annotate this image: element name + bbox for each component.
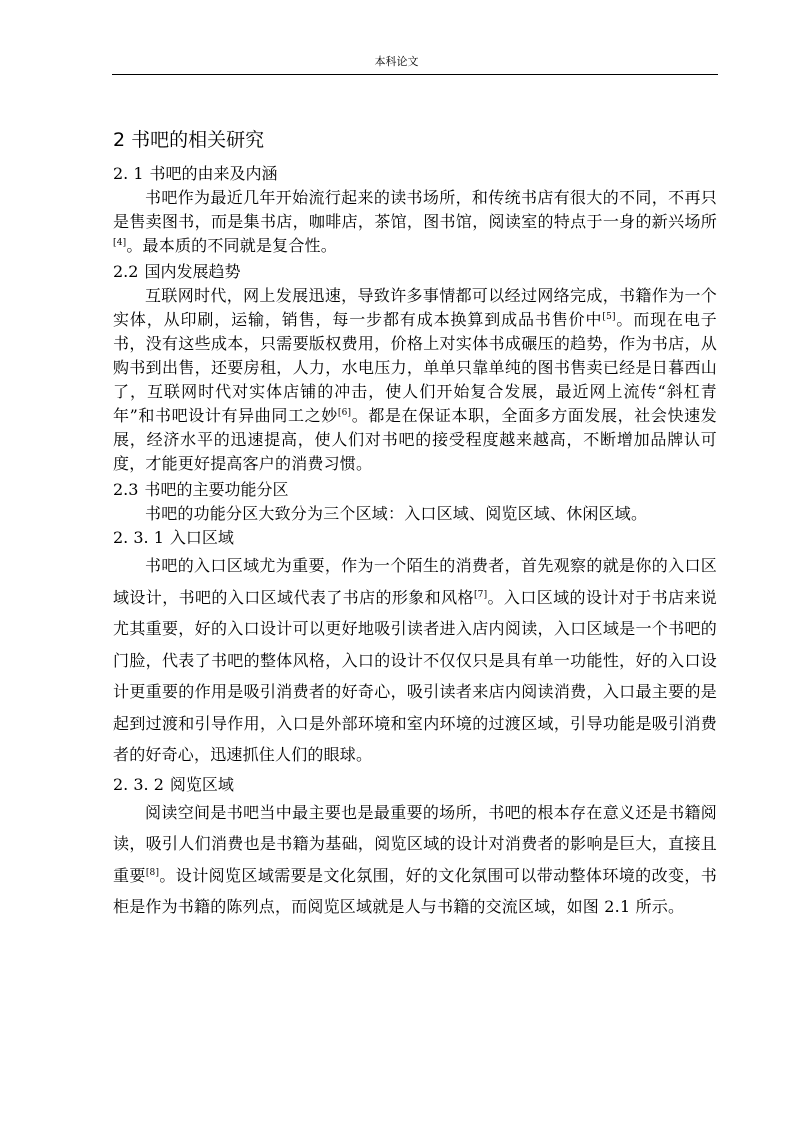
section-number: 2. 3. 1 [113, 528, 164, 547]
section-heading [113, 526, 717, 550]
citation: [6] [337, 408, 352, 418]
section-number: 2.3 [113, 480, 139, 499]
section-number: 2. 3. 2 [113, 774, 164, 794]
section-number: 2. 1 [113, 164, 144, 183]
citation: [5] [602, 312, 616, 322]
document-body [113, 126, 717, 923]
section-title: 书吧的由来及内涵 [149, 164, 278, 183]
citation: [8] [145, 867, 160, 878]
section-heading [113, 773, 717, 797]
citation: [7] [473, 589, 488, 600]
header-rule [112, 74, 718, 75]
paragraph: 书吧作为最近几年开始流行起来的读书场所，和传统书店有很大的不同，不再只是售卖图书，而是集书店，咖啡店，茶馆，图书馆，阅读室的特点于一身的新兴场所[4]。最本质的不同就是复合性。 [113, 188, 717, 255]
citation: [4] [113, 238, 127, 248]
section-title: 国内发展趋势 [144, 262, 241, 281]
section-heading [113, 260, 717, 284]
paragraph: 书吧的功能分区大致分为三个区域：入口区域、阅览区域、休闲区域。 [145, 504, 648, 523]
section-heading [113, 162, 717, 186]
section-number: 2.2 [113, 262, 139, 281]
paragraph: 互联网时代，网上发展迅速，导致许多事情都可以经过网络完成，书籍作为一个实体，从印刷，运输，销售，每一步都有成本换算到成品书售价中[5]。而现在电子书，没有这些成本，只需要版权费用，价格上对实体书成碾压的趋势，作为书店，从购书到出售，还要房租，人力，水电压力，单单只靠单纯的图书售卖已经是日暮西山了，互联网时代对实体店铺的冲击，使人们开始复合发展，最近网上流传“斜杠青年”和书吧设计有异曲同工之妙[6]。都是在保证本职，全面多方面发展，社会快速发展，经济水平的迅速提高，使人们对书吧的接受程度越来越高，不断增加品牌认可度，才能更好提高客户的消费习惯。 [113, 286, 718, 473]
paragraph: 阅读空间是书吧当中最主要也是最重要的场所，书吧的根本存在意义还是书籍阅读，吸引人们消费也是书籍为基础，阅览区域的设计对消费者的影响是巨大，直接且重要[8]。设计阅览区域需要是文化氛围，好的文化氛围可以带动整体环境的改变，书柜是作为书籍的陈列点，而阅览区域就是人与书籍的交流区域，如图 2.1 所示。 [113, 802, 717, 916]
section-title: 书吧的主要功能分区 [144, 480, 289, 499]
section-title: 阅览区域 [169, 774, 234, 794]
page-header: 本科论文 [374, 55, 419, 68]
chapter-title: 2 书吧的相关研究 [113, 129, 265, 151]
section-heading [113, 478, 717, 502]
paragraph: 书吧的入口区域尤为重要，作为一个陌生的消费者，首先观察的就是你的入口区域设计，书吧的入口区域代表了书店的形象和风格[7]。入口区域的设计对于书店来说尤其重要，好的入口设计可以更好地吸引读者进入店内阅读，入口区域是一个书吧的门脸，代表了书吧的整体风格，入口的设计不仅仅只是具有单一功能性，好的入口设计更重要的作用是吸引消费者的好奇心，吸引读者来店内阅读消费，入口最主要的是起到过渡和引导作用，入口是外部环境和室内环境的过渡区域，引导功能是吸引消费者的好奇心，迅速抓住人们的眼球。 [113, 556, 717, 764]
section-title: 入口区域 [169, 528, 234, 547]
